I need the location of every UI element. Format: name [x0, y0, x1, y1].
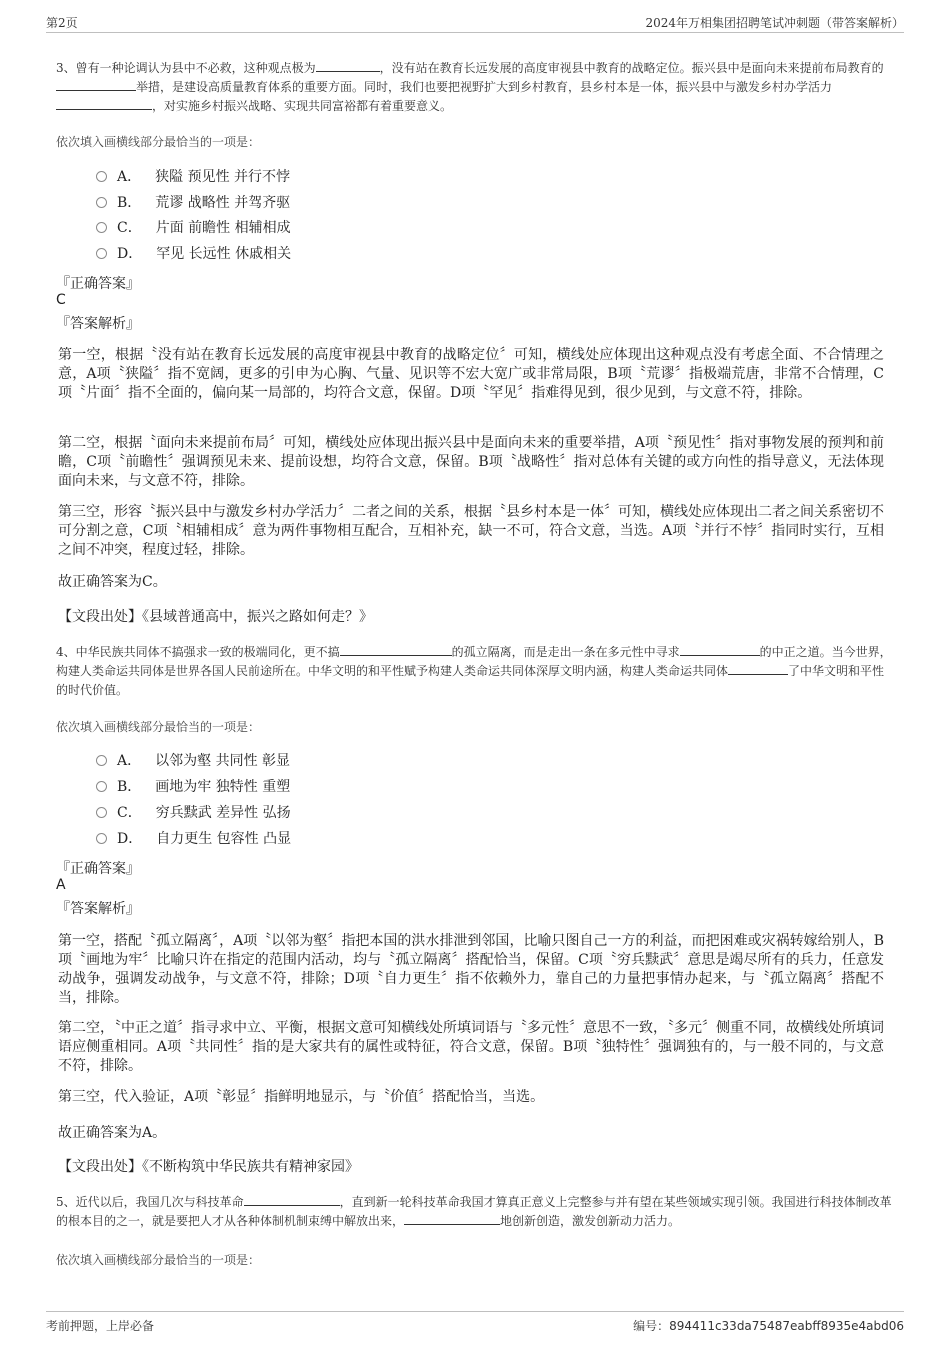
radio-icon[interactable]: [96, 807, 107, 818]
question-3-source: 【文段出处】《县域普通高中，振兴之路如何走？》: [58, 609, 373, 625]
question-4-analysis-heading: 『答案解析』: [56, 901, 140, 917]
answer-blank: [56, 97, 152, 110]
answer-blank: [404, 1212, 500, 1225]
radio-icon[interactable]: [96, 171, 107, 182]
question-3-analysis-paragraph: 第三空，形容〝振兴县中与激发乡村办学活力〞二者之间的关系，根据〝县乡村本是一体〞可知，横线处应体现出二者之间关系密切不可分割之意，C项〝相辅相成〞意为两件事物相互配合，互相补充，缺一不可，符合文意，当选。A项〝并行不悖〞指同时实行，互相之间不冲突，程度过轻，排除。: [58, 504, 884, 558]
radio-icon[interactable]: [96, 222, 107, 233]
question-3-analysis-paragraph: 第二空，根据〝面向未来提前布局〞可知，横线处应体现出振兴县中是面向未来的重要举措，A项〝预见性〞指对事物发展的预判和前瞻，C项〝前瞻性〞强调预见未来、提前设想，均符合文意，保留。B项〝战略性〞指对总体有关键的或方向性的指导意义，无法体现面向未来，与文意不符，排除。: [58, 435, 884, 489]
question-4-analysis-paragraph: 第二空，〝中正之道〞指寻求中立、平衡，根据文意可知横线处所填词语与〝多元性〞意思不一致，〝多元〞侧重不同，故横线处所填词语应侧重相同。A项〝共同性〞指的是大家共有的属性或特征，符合文意，保留。B项〝独特性〞强调独有的，与一般不同的，与文意不符，排除。: [58, 1020, 884, 1074]
footer-divider: [46, 1311, 904, 1312]
document-code: [633, 1317, 904, 1334]
document-title: 2024年万相集团招聘笔试冲刺题（带答案解析）: [645, 16, 904, 30]
page-number: 第2页: [46, 16, 78, 30]
radio-icon[interactable]: [96, 248, 107, 259]
answer-blank: [316, 59, 380, 72]
document-code-label: 编号：: [633, 1319, 670, 1333]
question-3-option-b[interactable]: B． 荒谬 战略性 并驾齐驱: [96, 192, 290, 214]
question-3-analysis-heading: 『答案解析』: [56, 316, 140, 332]
answer-blank: [56, 78, 136, 91]
question-4-conclusion: 故正确答案为A。: [58, 1125, 167, 1141]
question-4-answer: A: [56, 877, 66, 893]
question-4-analysis-paragraph: 第三空，代入验证，A项〝彰显〞指鲜明地显示，与〝价值〞搭配恰当，当选。: [58, 1089, 545, 1105]
question-3-option-d[interactable]: D． 罕见 长远性 休戚相关: [96, 243, 291, 265]
question-4-answer-heading: 『正确答案』: [56, 861, 140, 877]
question-3-option-a[interactable]: A． 狭隘 预见性 并行不悖: [96, 166, 290, 188]
question-5-stem: 5、近代以后，我国几次与科技革命 ，直到新一轮科技革命我国才算真正意义上完整参与并有望在某些领域实现引领。我国进行科技体制改革的根本目的之一，就是要把人才从各种体制机制束缚中解放出来， 地创新创造，激发创新动力活力。: [56, 1195, 892, 1228]
radio-icon[interactable]: [96, 833, 107, 844]
question-4-option-d[interactable]: D． 自力更生 包容性 凸显: [96, 828, 291, 850]
question-3-prompt: 依次填入画横线部分最恰当的一项是：: [56, 135, 261, 149]
question-3-analysis-paragraph: 第一空，根据〝没有站在教育长远发展的高度审视县中教育的战略定位〞可知，横线处应体现出这种观点没有考虑全面、不合情理之意，A项〝狭隘〞指不宽阔，更多的引申为心胸、气量、见识等不宏大宽广或非常局限，B项〝荒谬〞指极端荒唐，非常不合情理，C项〝片面〞指不全面的，偏向某一局部的，均符合文意，保留。D项〝罕见〞指难得见到，很少见到，与文意不符，排除。: [58, 347, 884, 401]
answer-blank: [340, 643, 452, 656]
question-3-answer: C: [56, 292, 66, 308]
question-4-prompt: 依次填入画横线部分最恰当的一项是：: [56, 720, 261, 734]
question-3-option-c[interactable]: C． 片面 前瞻性 相辅相成: [96, 217, 291, 239]
header-divider: [46, 32, 904, 33]
question-4-option-a[interactable]: A． 以邻为壑 共同性 彰显: [96, 750, 290, 772]
question-3-conclusion: 故正确答案为C。: [58, 574, 167, 590]
answer-blank: [728, 662, 788, 675]
footer-slogan: 考前押题，上岸必备: [46, 1319, 155, 1333]
radio-icon[interactable]: [96, 781, 107, 792]
question-3-stem: 3、曾有一种论调认为县中不必救，这种观点极为 ，没有站在教育长远发展的高度审视县中教育的战略定位。振兴县中是面向未来提前布局教育的举措，是建设高质量教育体系的重要方面。同时，我们也要把视野扩大到乡村教育，县乡村本是一体，振兴县中与激发乡村办学活力，对实施乡村振兴战略、实现共同富裕都有着重要意义。: [56, 61, 884, 113]
answer-blank: [680, 643, 760, 656]
question-4-analysis-paragraph: 第一空，搭配〝孤立隔离〞，A项〝以邻为壑〞指把本国的洪水排泄到邻国，比喻只图自己一方的利益，而把困难或灾祸转嫁给别人，B项〝画地为牢〞比喻只许在指定的范围内活动，均与〝孤立隔离〞搭配恰当，保留。C项〝穷兵黩武〞意思是竭尽所有的兵力，任意发动战争，强调发动战争，与文意不符，排除；D项〝自力更生〞指不依赖外力，靠自己的力量把事情办起来，与〝孤立隔离〞搭配不当，排除。: [58, 933, 884, 1006]
question-3-answer-heading: 『正确答案』: [56, 276, 140, 292]
radio-icon[interactable]: [96, 197, 107, 208]
radio-icon[interactable]: [96, 755, 107, 766]
document-code-value: 894411c33da75487eabff8935e4abd06: [669, 1319, 904, 1333]
question-5-prompt: 依次填入画横线部分最恰当的一项是：: [56, 1253, 261, 1267]
question-4-option-c[interactable]: C． 穷兵黩武 差异性 弘扬: [96, 802, 291, 824]
question-4-stem: 4、中华民族共同体不搞强求一致的极端同化，更不搞 的孤立隔离，而是走出一条在多元性中寻求 的中正之道。当今世界，构建人类命运共同体是世界各国人民前途所在。中华文明的和平性赋予构建人类命运共同体深厚文明内涵，构建人类命运共同体 了中华文明和平性的时代价值。: [56, 645, 892, 697]
answer-blank: [244, 1193, 340, 1206]
question-4-source: 【文段出处】《不断构筑中华民族共有精神家园》: [58, 1159, 359, 1175]
question-4-option-b[interactable]: B． 画地为牢 独特性 重塑: [96, 776, 290, 798]
